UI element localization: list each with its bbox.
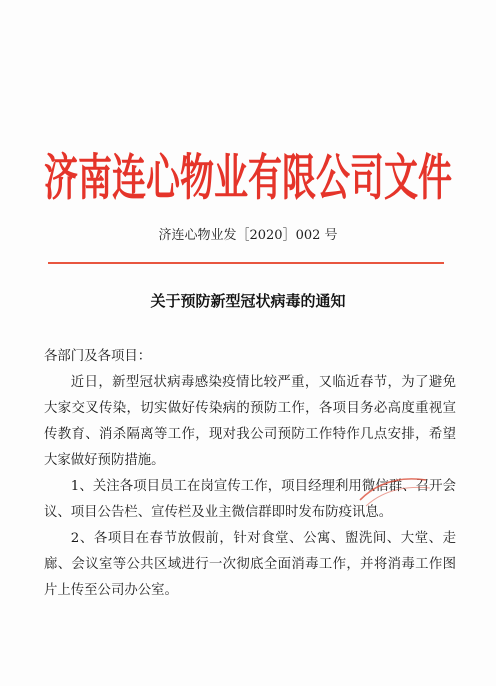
paragraph-intro: 近日，新型冠状病毒感染疫情比较严重，又临近春节，为了避免大家交叉传染，切实做好传染病的预防工作，各项目务必高度重视宣传教育、消杀隔离等工作，现对我公司预防工作特作几点安排，希望大家做好预防措施。 (44, 375, 456, 468)
paragraph-item-1: 1、关注各项目员工在岗宣传工作，项目经理利用微信群、召开会议、项目公告栏、宣传栏及业主微信群即时发布防疫讯息。 (44, 479, 456, 520)
salutation: 各部门及各项目： (44, 349, 152, 364)
notice-title: 关于预防新型冠状病毒的通知 (150, 292, 346, 310)
red-divider-line (48, 262, 444, 264)
document-number: 济连心物业发［2020］002 号 (158, 228, 338, 243)
letterhead-title: 济南连心物业有限公司文件 (44, 149, 452, 208)
paragraph-item-2: 2、各项目在春节放假前，针对食堂、公寓、盥洗间、大堂、走廊、会议室等公共区域进行一次彻底全面消毒工作，并将消毒工作图片上传至公司办公室。 (44, 531, 456, 598)
